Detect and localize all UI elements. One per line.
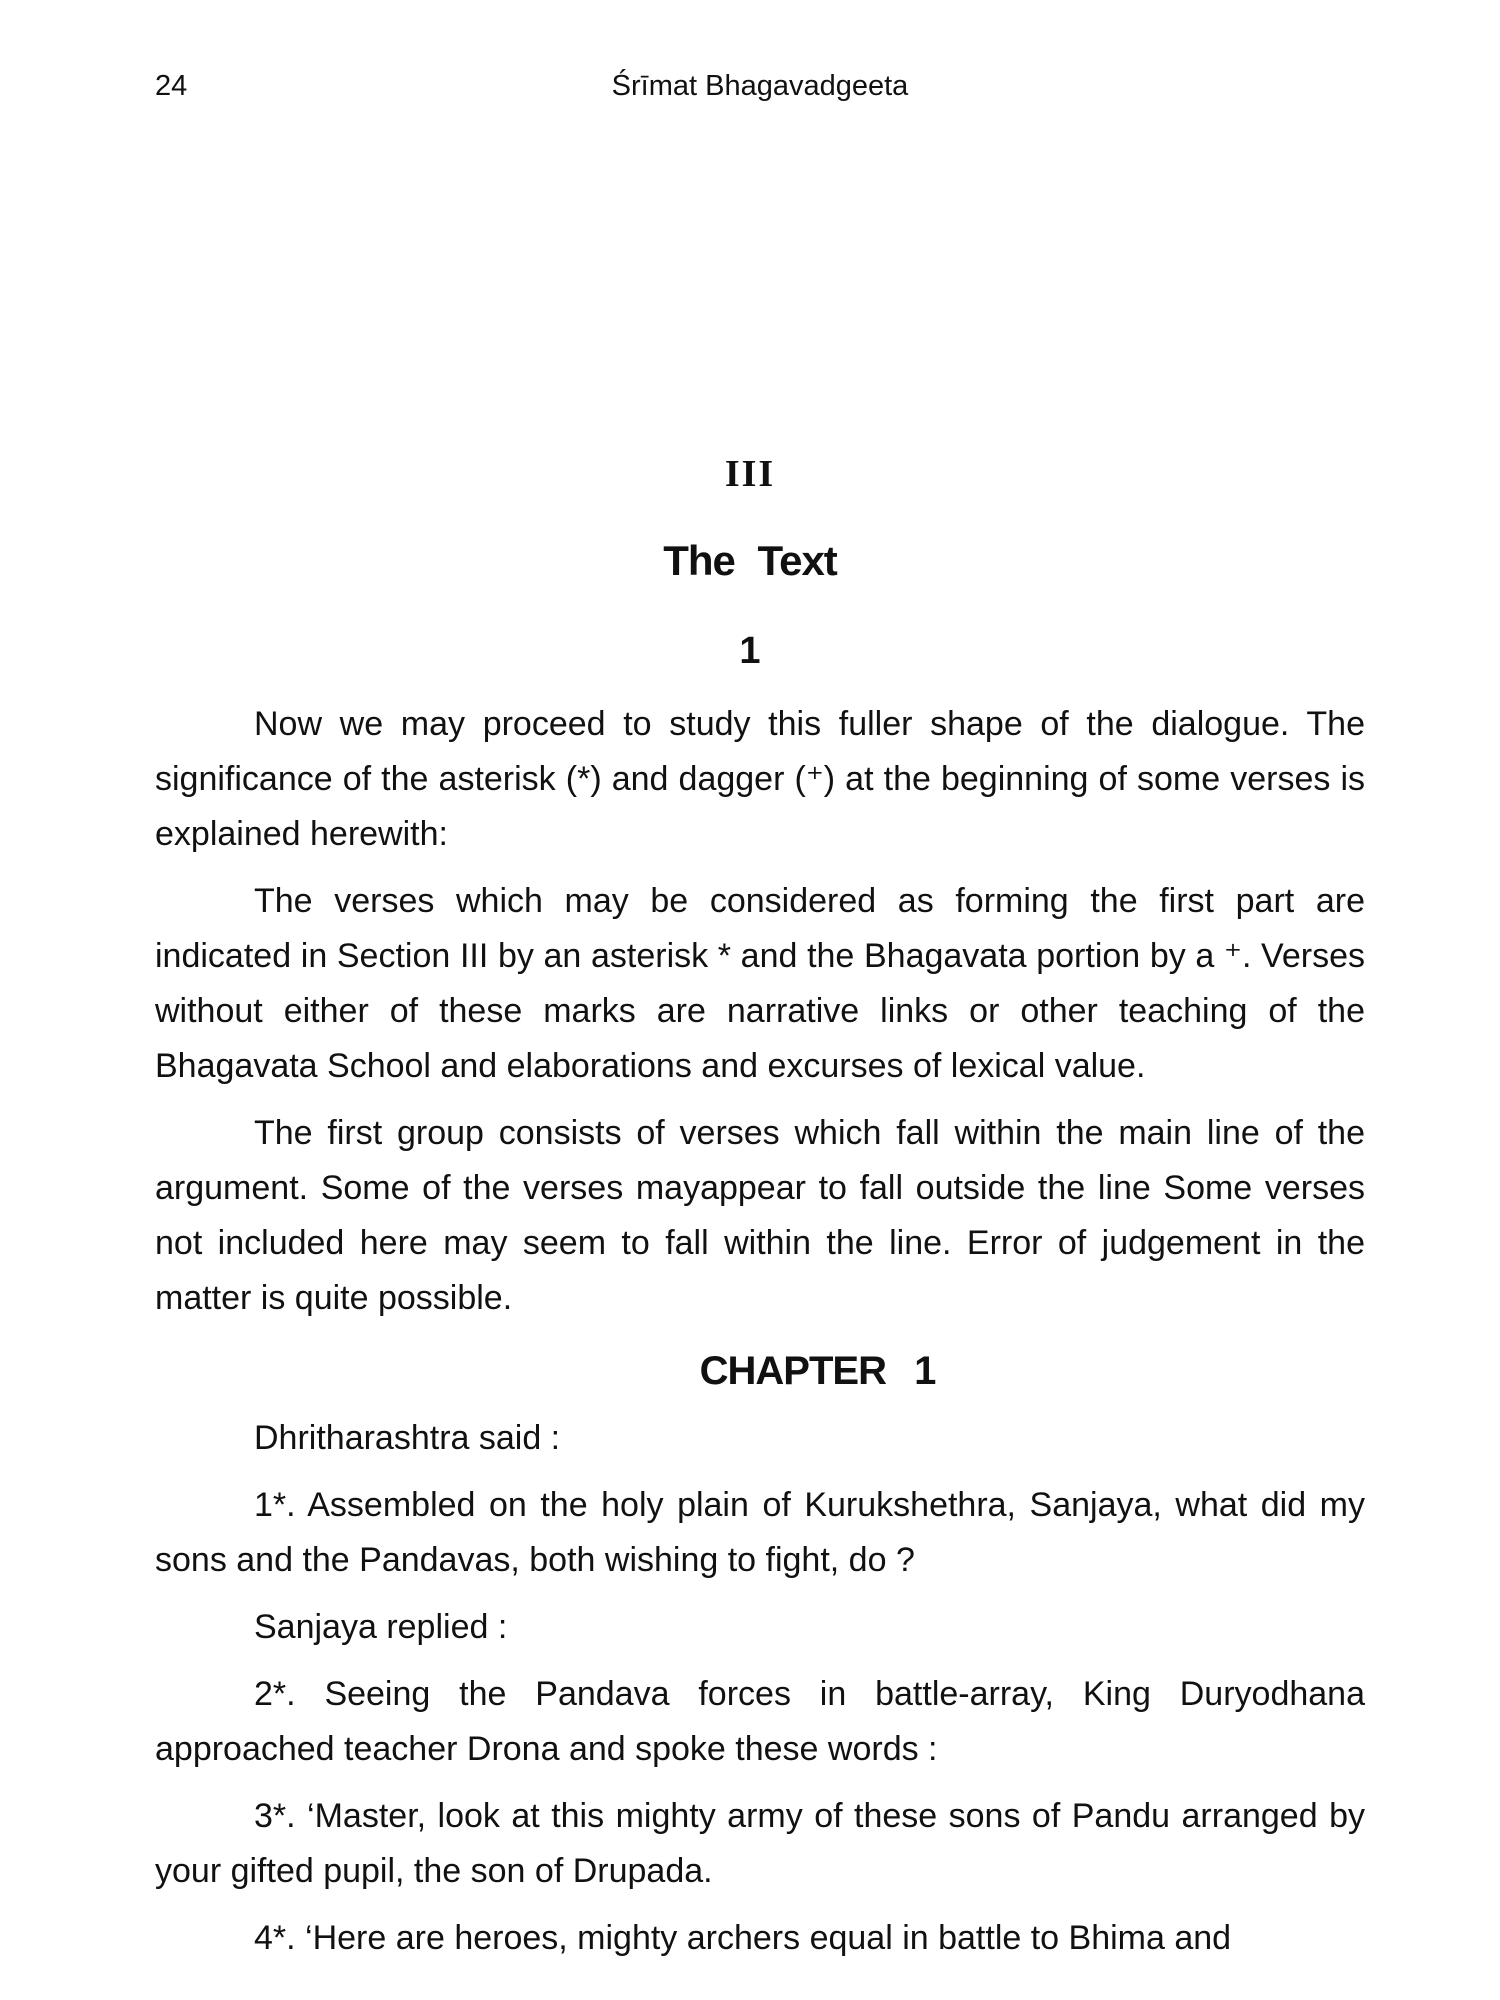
speaker-line: Sanjaya replied : — [254, 1608, 508, 1646]
part-number: 1 — [739, 630, 761, 672]
section-numeral: III — [724, 453, 776, 495]
verse: 3*. ‘Master, look at this mighty army of these sons of Pandu arranged by your gifted pupil, the son of Drupada. — [155, 1797, 1365, 1890]
body-text — [155, 697, 1365, 1978]
page-number: 24 — [155, 70, 188, 102]
running-head — [155, 70, 1365, 110]
chapter-heading: CHAPTER 1 — [699, 1349, 936, 1393]
verse: 1*. Assembled on the holy plain of Kurukshethra, Sanjaya, what did my sons and the Pandavas, both wishing to fight, do ? — [155, 1486, 1365, 1579]
intro-paragraph: Now we may proceed to study this fuller shape of the dialogue. The significance of the asterisk (*) and dagger (⁺) at the beginning of some verses is explained herewith: — [155, 705, 1365, 853]
intro-paragraph: The verses which may be considered as forming the first part are indicated in Section III by an asterisk * and the Bhagavata portion by a ⁺. Verses without either of these marks are narrative links or other teaching of the Bhagavata School and elaborations and excurses of lexical value. — [155, 882, 1365, 1085]
verse: 2*. Seeing the Pandava forces in battle-array, King Duryodhana approached teacher Drona and spoke these words : — [155, 1675, 1365, 1768]
verse: 4*. ‘Here are heroes, mighty archers equal in battle to Bhima and — [254, 1919, 1232, 1957]
book-title: Śrīmat Bhagavadgeeta — [611, 70, 909, 102]
speaker-line: Dhritharashtra said : — [254, 1419, 561, 1457]
intro-paragraph: The first group consists of verses which fall within the main line of the argument. Some of the verses mayappear to fall outside the line Some verses not included here may seem to fall within the line. Error of judgement in the matter is quite possible. — [155, 1114, 1365, 1317]
section-title: The Text — [663, 537, 837, 584]
